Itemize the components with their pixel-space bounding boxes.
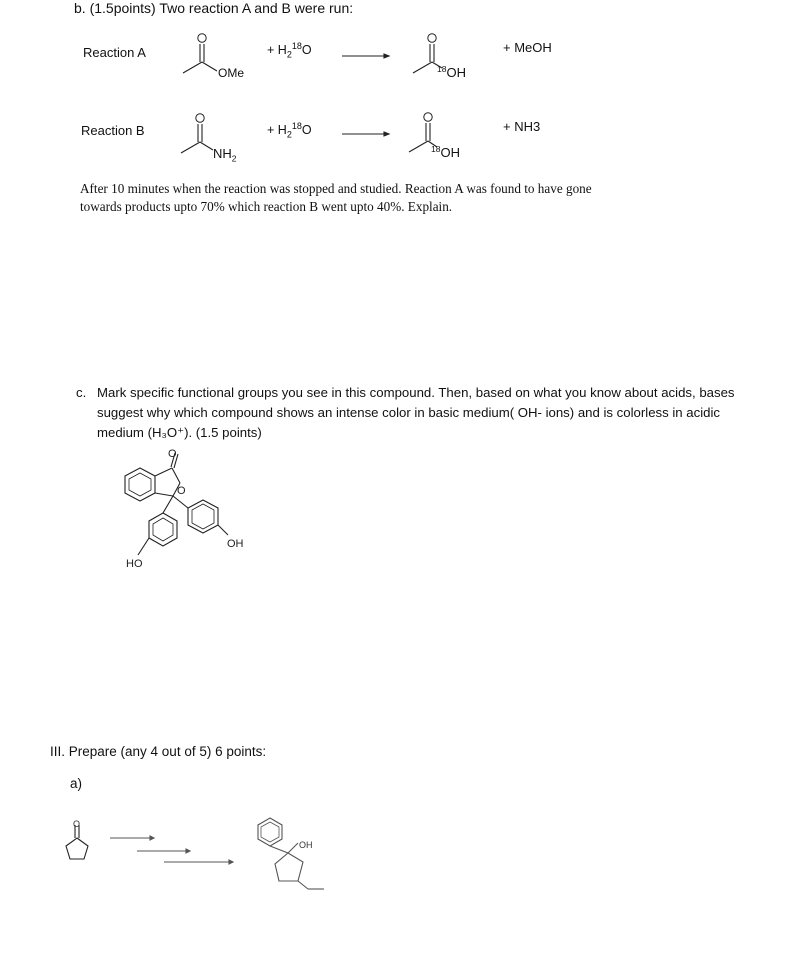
explanation-line-1: After 10 minutes when the reaction was stopped and studied. Reaction A was found to have gone — [80, 181, 592, 196]
explanation-line-2: towards products upto 70% which reaction B went upto 40%. Explain. — [80, 199, 453, 214]
lactone-ring-o: O — [177, 485, 186, 497]
phenolphthalein-structure — [125, 453, 228, 555]
part-iii-heading: III. Prepare (any 4 out of 5) 6 points: — [50, 744, 267, 759]
target-alcohol-structure — [258, 818, 324, 889]
phenol-oh-right: OH — [227, 538, 244, 550]
cyclopentanone-structure — [66, 825, 88, 859]
part-b-heading: b. (1.5points) Two reaction A and B were run: — [74, 0, 354, 16]
reaction-b-label: Reaction B — [81, 123, 145, 138]
part-c-line-2: suggest why which compound shows an intense color in basic medium( OH- ions) and is colorless in acidic — [97, 405, 721, 420]
reaction-a-substituent: OMe — [218, 66, 245, 80]
part-c-marker: c. — [76, 385, 87, 400]
part-c-line-3: medium (H₃O⁺). (1.5 points) — [97, 425, 262, 440]
part-iii-sub-a: a) — [70, 776, 83, 791]
phenol-ho-left: HO — [126, 558, 143, 570]
reaction-a-label: Reaction A — [83, 45, 146, 60]
reaction-b-arrow — [342, 132, 389, 136]
reaction-a-byproduct: + MeOH — [503, 40, 552, 55]
reaction-a-product-label: $^{18}$OH — [437, 64, 466, 80]
product-oh: OH — [299, 840, 313, 850]
acetamide-structure — [181, 114, 213, 153]
reaction-a-reagent: + $H_2^{18}O$ — [267, 41, 312, 60]
reaction-b-reagent: + $H_2^{18}O$ — [267, 121, 312, 140]
reaction-b-product-label: $^{18}$OH — [431, 144, 460, 160]
part-c-line-1: c. Mark specific functional groups you see in this compound. Then, based on what you know about acids, bases — [76, 383, 735, 403]
cyclopentanone-o: O — [73, 819, 81, 829]
reaction-b-product-structure — [409, 113, 437, 152]
lactone-carbonyl-o: O — [168, 448, 177, 460]
reaction-b-substituent: $NH_2$ — [213, 146, 237, 164]
reaction-b-byproduct: + NH3 — [503, 119, 541, 134]
reaction-a-product-structure — [413, 34, 442, 73]
synthesis-arrows — [110, 836, 233, 864]
methyl-acetate-structure — [183, 34, 217, 73]
reaction-a-arrow — [342, 54, 389, 58]
